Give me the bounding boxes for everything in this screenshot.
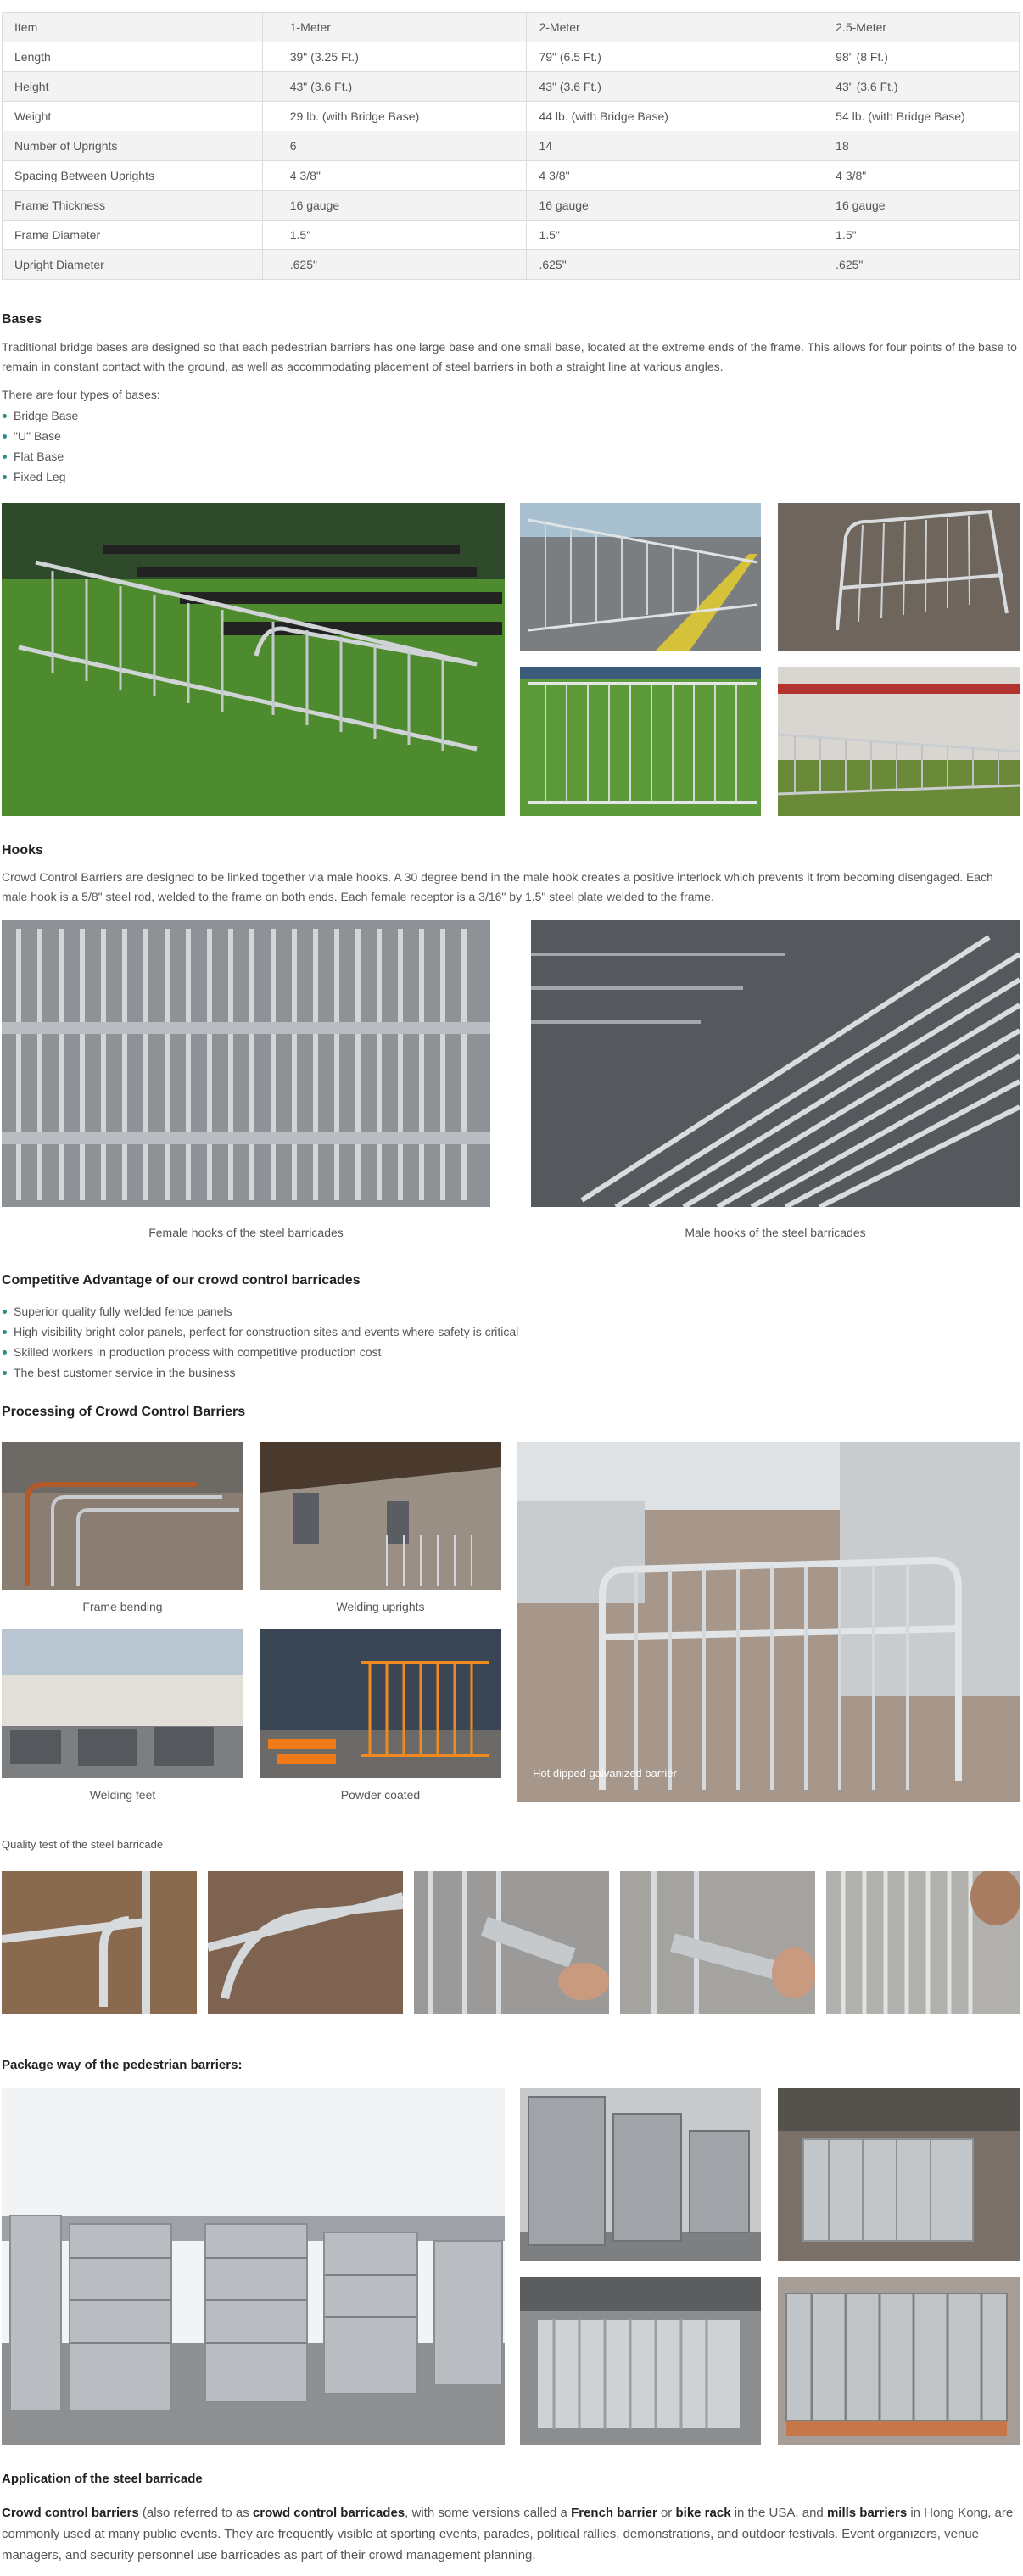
table-cell: 1.5" bbox=[262, 221, 527, 250]
table-row bbox=[3, 250, 1020, 280]
bases-text: Traditional bridge bases are designed so that each pedestrian barriers has one large base and one small base, located at the extreme ends of the frame. This allows for four points of the base to remain in constant contact with the ground, as well as accommodating placement of steel barriers in both a straight line at various angles. bbox=[2, 340, 1017, 373]
quality-photo-1 bbox=[2, 1871, 197, 2014]
table-cell: Number of Uprights bbox=[3, 131, 263, 161]
spec-table-body bbox=[3, 13, 1020, 280]
table-cell: Frame Thickness bbox=[3, 191, 263, 221]
barrier-tent-photo bbox=[778, 667, 1020, 816]
list-item: Superior quality fully welded fence panels bbox=[2, 1301, 518, 1322]
welding-feet-photo bbox=[2, 1629, 243, 1778]
advantage-heading: Competitive Advantage of our crowd control barricades bbox=[2, 1273, 361, 1288]
table-cell: 18 bbox=[791, 131, 1020, 161]
table-row bbox=[3, 13, 1020, 42]
application-text bbox=[2, 2502, 1020, 2566]
frame-bending-caption: Frame bending bbox=[82, 1600, 163, 1613]
hooks-heading: Hooks bbox=[2, 843, 43, 858]
female-hooks-photo bbox=[2, 920, 490, 1207]
table-cell: 1-Meter bbox=[262, 13, 527, 42]
table-cell: 4 3/8" bbox=[791, 161, 1020, 191]
list-item: Flat Base bbox=[2, 446, 78, 467]
table-row bbox=[3, 102, 1020, 131]
table-cell: 29 lb. (with Bridge Base) bbox=[262, 102, 527, 131]
table-cell: 98" (8 Ft.) bbox=[791, 42, 1020, 72]
text-fragment: , with some versions called a bbox=[405, 2506, 572, 2520]
package-yard-photo bbox=[2, 2088, 505, 2445]
text-fragment: in Hong Kong, are commonly used at many public events. They are frequently visible at sporting events, parades, political rallies, demonstrations, and outdoor festivals. Event organizers, venue managers, and security personnel use barricades as part of their crowd management planning. bbox=[2, 2506, 1014, 2562]
table-cell: Item bbox=[3, 13, 263, 42]
table-cell: Upright Diameter bbox=[3, 250, 263, 280]
table-cell: 1.5" bbox=[527, 221, 791, 250]
list-item: High visibility bright color panels, perfect for construction sites and events where safety is critical bbox=[2, 1322, 518, 1342]
table-cell: 43" (3.6 Ft.) bbox=[262, 72, 527, 102]
term-bike-rack: bike rack bbox=[675, 2506, 731, 2520]
quality-heading: Quality test of the steel barricade bbox=[2, 1838, 164, 1851]
term-crowd-control-barricades: crowd control barricades bbox=[252, 2506, 405, 2520]
table-cell: 39" (3.25 Ft.) bbox=[262, 42, 527, 72]
spec-table bbox=[2, 12, 1020, 280]
table-row bbox=[3, 42, 1020, 72]
quality-photo-4 bbox=[620, 1871, 815, 2014]
table-cell: 16 gauge bbox=[791, 191, 1020, 221]
application-heading: Application of the steel barricade bbox=[2, 2472, 203, 2486]
galvanized-barrier-label: Hot dipped galvanized barrier bbox=[533, 1767, 677, 1780]
package-stack-photo bbox=[520, 2088, 761, 2261]
table-row bbox=[3, 221, 1020, 250]
table-cell: 16 gauge bbox=[262, 191, 527, 221]
table-cell: 4 3/8" bbox=[527, 161, 791, 191]
list-item: Skilled workers in production process with competitive production cost bbox=[2, 1342, 518, 1362]
barrier-lawn-photo bbox=[2, 503, 505, 816]
table-cell: 6 bbox=[262, 131, 527, 161]
male-hooks-caption: Male hooks of the steel barricades bbox=[685, 1226, 866, 1239]
text-fragment: or bbox=[657, 2506, 676, 2520]
powder-coated-photo bbox=[260, 1629, 501, 1778]
list-item: The best customer service in the business bbox=[2, 1362, 518, 1383]
table-cell: 79" (6.5 Ft.) bbox=[527, 42, 791, 72]
table-cell: Spacing Between Uprights bbox=[3, 161, 263, 191]
table-cell: Frame Diameter bbox=[3, 221, 263, 250]
table-cell: Weight bbox=[3, 102, 263, 131]
welding-uprights-photo bbox=[260, 1442, 501, 1590]
hooks-text: Crowd Control Barriers are designed to be linked together via male hooks. A 30 degree bend in the male hook creates a positive interlock which prevents it from becoming disengaged. Each male hook is a 5/8" steel rod, welded to the frame on both ends. Each female receptor is a 3/16" by 1.5" steel plate welded to the frame. bbox=[2, 870, 993, 903]
frame-bending-photo bbox=[2, 1442, 243, 1590]
text-fragment: (also referred to as bbox=[138, 2506, 253, 2520]
table-cell: 4 3/8" bbox=[262, 161, 527, 191]
table-row bbox=[3, 131, 1020, 161]
bases-list bbox=[2, 405, 78, 487]
table-cell: .625" bbox=[527, 250, 791, 280]
table-cell: 1.5" bbox=[791, 221, 1020, 250]
barrier-field-photo bbox=[520, 667, 761, 816]
package-pallet-photo bbox=[778, 2277, 1020, 2445]
advantage-list bbox=[2, 1301, 518, 1383]
bases-heading: Bases bbox=[2, 312, 42, 327]
table-cell: 54 lb. (with Bridge Base) bbox=[791, 102, 1020, 131]
table-cell: Height bbox=[3, 72, 263, 102]
table-cell: 2.5-Meter bbox=[791, 13, 1020, 42]
term-crowd-control-barriers: Crowd control barriers bbox=[2, 2506, 139, 2520]
text-fragment: in the USA, and bbox=[730, 2506, 827, 2520]
quality-photo-2 bbox=[208, 1871, 403, 2014]
female-hooks-caption: Female hooks of the steel barricades bbox=[148, 1226, 344, 1239]
list-item: "U" Base bbox=[2, 426, 78, 446]
table-cell: Length bbox=[3, 42, 263, 72]
powder-coated-caption: Powder coated bbox=[340, 1788, 421, 1802]
quality-photo-3 bbox=[414, 1871, 609, 2014]
table-row bbox=[3, 72, 1020, 102]
list-item: Fixed Leg bbox=[2, 467, 78, 487]
male-hooks-photo bbox=[531, 920, 1020, 1207]
term-mills-barriers: mills barriers bbox=[826, 2506, 908, 2520]
package-bundle-photo bbox=[520, 2277, 761, 2445]
term-french-barrier: French barrier bbox=[571, 2506, 657, 2520]
table-cell: 43" (3.6 Ft.) bbox=[791, 72, 1020, 102]
list-item: Bridge Base bbox=[2, 405, 78, 426]
table-cell: 16 gauge bbox=[527, 191, 791, 221]
package-heading: Package way of the pedestrian barriers: bbox=[2, 2058, 243, 2072]
galvanized-barrier-photo bbox=[517, 1442, 1020, 1802]
barrier-road-photo bbox=[520, 503, 761, 651]
package-warehouse-photo bbox=[778, 2088, 1020, 2261]
table-cell: 14 bbox=[527, 131, 791, 161]
table-cell: 43" (3.6 Ft.) bbox=[527, 72, 791, 102]
welding-feet-caption: Welding feet bbox=[89, 1788, 156, 1802]
table-row bbox=[3, 161, 1020, 191]
table-row bbox=[3, 191, 1020, 221]
table-cell: 44 lb. (with Bridge Base) bbox=[527, 102, 791, 131]
table-cell: .625" bbox=[262, 250, 527, 280]
barrier-single-photo bbox=[778, 503, 1020, 651]
welding-uprights-caption: Welding uprights bbox=[336, 1600, 425, 1613]
processing-heading: Processing of Crowd Control Barriers bbox=[2, 1405, 246, 1419]
quality-photo-5 bbox=[826, 1871, 1020, 2014]
table-cell: 2-Meter bbox=[527, 13, 791, 42]
bases-intro: There are four types of bases: bbox=[2, 388, 160, 401]
table-cell: .625" bbox=[791, 250, 1020, 280]
